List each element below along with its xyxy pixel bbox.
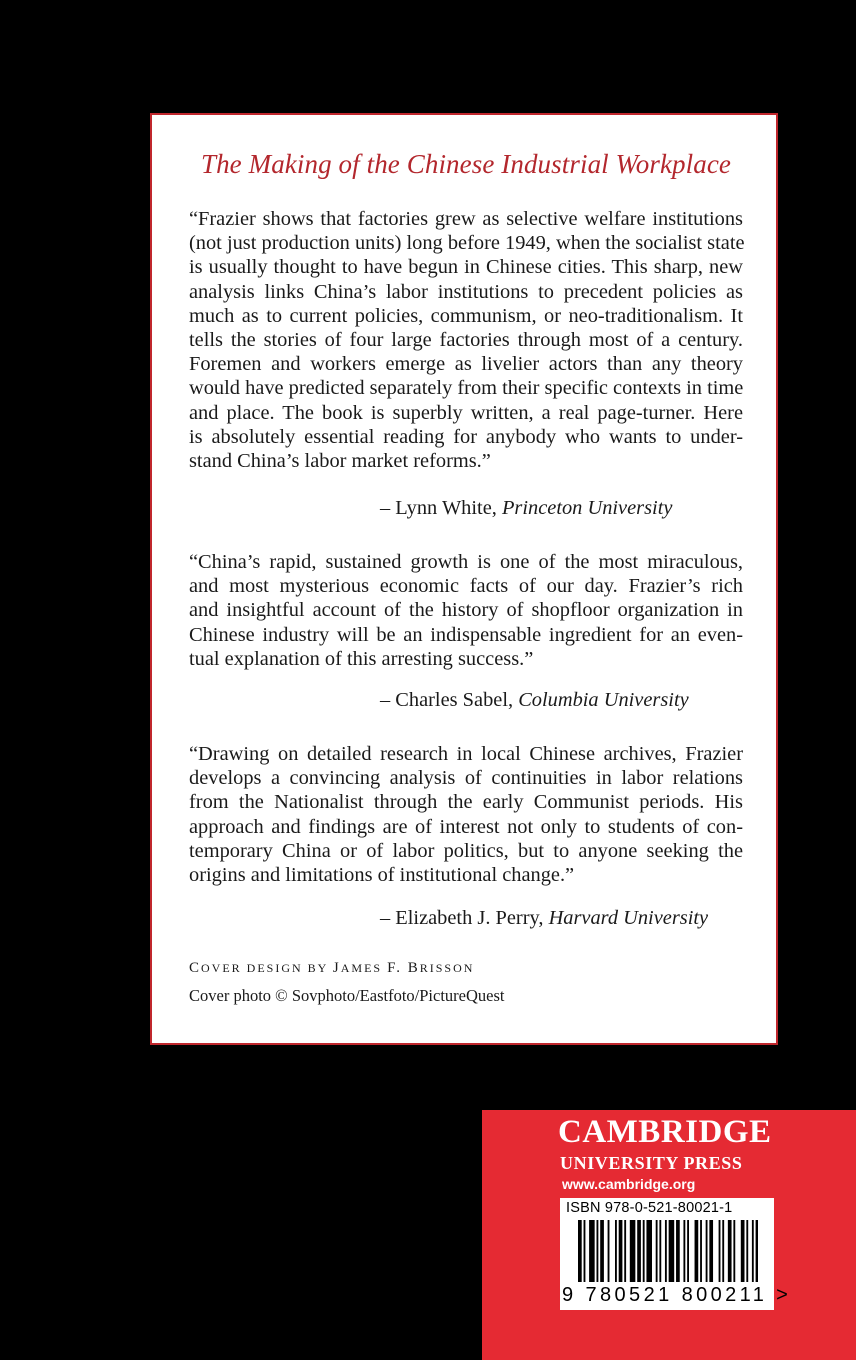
credit-smallcaps: OVER DESIGN BY [201,961,333,975]
barcode-bar [700,1220,702,1282]
quote-line: temporary China or of labor politics, but to anyone seeking the [189,839,743,862]
book-title: The Making of the Chinese Industrial Workplace [200,149,732,179]
endorsement-quote-3 [189,742,743,887]
endorser-institution: Harvard University [548,907,709,929]
quote-line: and most mysterious economic facts of our day. Frazier’s rich [189,575,743,598]
barcode-bar [669,1220,675,1282]
barcode-bar [608,1220,610,1282]
quote-line: develops a convincing analysis of continuities in labor relations [189,767,743,790]
quote-line: “Drawing on detailed research in local Chinese archives, Frazier [189,743,743,765]
endorsement-quote-1 [189,207,743,473]
barcode-bar [600,1220,604,1282]
barcode-bar [615,1220,617,1282]
endorser-name: – Lynn White, [380,497,502,519]
publisher-subtitle: UNIVERSITY PRESS [560,1153,743,1173]
credit-smallcaps: RISSON [419,961,475,975]
barcode-bar [656,1220,658,1282]
barcode-bar [709,1220,713,1282]
quote-line: is absolutely essential reading for anybody who wants to under- [189,425,743,448]
publisher-block [482,1110,856,1360]
quote-line: would have predicted separately from their specific contexts in time [189,377,744,400]
endorser-name: – Charles Sabel, [380,689,519,711]
barcode-bar [619,1220,623,1282]
quote-line: analysis links China’s labor institutions to precedent policies as [189,280,743,303]
endorsement-attribution-2 [380,689,856,712]
barcode-bar [665,1220,667,1282]
barcode-bar [706,1220,708,1282]
barcode-bar [630,1220,636,1282]
credit-smallcaps: AMES [340,961,388,975]
publisher-url: www.cambridge.org [562,1176,696,1192]
quote-line: Foremen and workers emerge as livelier actors than any theory [189,353,743,376]
barcode-icon [578,1220,758,1284]
quote-line: “China’s rapid, sustained growth is one of the most miraculous, [189,551,743,573]
quote-line: stand China’s labor market reforms.” [189,449,491,472]
quote-line: and insightful account of the history of shopfloor organization in [189,599,743,622]
credit-cap: J [332,960,341,976]
isbn-barcode-box [560,1198,792,1310]
credit-cap: C [189,960,202,976]
barcode-bar [589,1220,595,1282]
barcode-digits: 9 780521 800211 > [562,1284,792,1306]
barcode-bar [683,1220,685,1282]
quote-line: from the Nationalist through the early Communist periods. His [189,791,743,814]
barcode-bar [722,1220,724,1282]
barcode-bar [746,1220,748,1282]
barcode-bar [695,1220,699,1282]
barcode-bar [728,1220,732,1282]
quote-line: “Frazier shows that factories grew as selective welfare institutions [189,208,743,230]
quote-line: and place. The book is superbly written, a real page-turner. Here [189,401,743,424]
endorsement-attribution-1 [380,497,856,520]
barcode-bar [584,1220,586,1282]
quote-line: tells the stories of four large factories through most of a century. [189,328,743,351]
quote-line: approach and findings are of interest not only to students of con- [189,815,743,838]
barcode-bar [719,1220,721,1282]
endorsement-quote-2 [189,550,743,671]
barcode-bar [659,1220,661,1282]
barcode-bar [676,1220,680,1282]
barcode-bar [578,1220,582,1282]
barcode-bar [624,1220,626,1282]
endorsement-attribution-3 [380,907,856,930]
isbn-label: ISBN 978-0-521-80021-1 [566,1200,733,1216]
barcode-bar [646,1220,652,1282]
endorser-institution: Columbia University [518,689,689,711]
barcode-bar [752,1220,754,1282]
quote-line: is usually thought to have begun in Chinese cities. This sharp, new [189,256,743,279]
quote-line: origins and limitations of institutional change.” [189,863,575,886]
endorser-institution: Princeton University [501,497,673,519]
barcode-bar [637,1220,641,1282]
credit-cap: F. B [387,960,420,976]
barcode-bar [597,1220,599,1282]
cover-photo-credit: Cover photo © Sovphoto/Eastfoto/PictureQuest [189,986,505,1005]
back-cover-panel [150,113,778,1045]
barcode-bar [756,1220,758,1282]
barcode-bar [741,1220,745,1282]
barcode-bar [687,1220,689,1282]
barcode-bar [733,1220,735,1282]
endorser-name: – Elizabeth J. Perry, [380,907,549,929]
quote-line: (not just production units) long before 1949, when the socialist state [189,232,745,255]
cover-design-credit [189,960,474,977]
quote-line: Chinese industry will be an indispensable ingredient for an even- [189,623,743,646]
quote-line: tual explanation of this arresting success.” [189,647,534,670]
quote-line: much as to current policies, communism, or neo-traditionalism. It [189,304,743,327]
publisher-name: CAMBRIDGE [558,1114,772,1150]
barcode-bar [643,1220,645,1282]
